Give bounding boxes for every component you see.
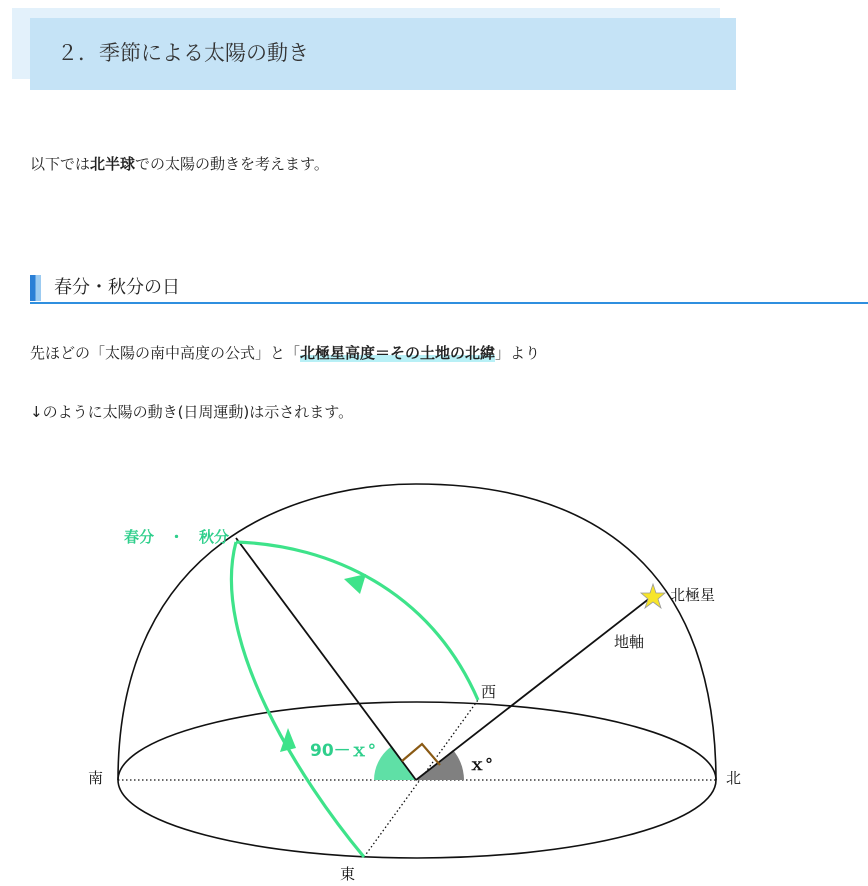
section-heading-text: 春分・秋分の日 — [54, 277, 180, 298]
intro-text-before: 以下では — [30, 155, 91, 173]
label-south: 南 — [88, 769, 104, 787]
label-equinox: 春分 ・ 秋分 — [124, 528, 230, 546]
sun-path-setting — [236, 542, 478, 700]
label-polaris: 北極星 — [670, 586, 716, 604]
sun-path-rising — [231, 542, 364, 857]
formula-text-after: 」より — [495, 344, 541, 362]
intro-text-after: での太陽の動きを考えます。 — [135, 155, 329, 173]
intro-bold-term: 北半球 — [90, 155, 136, 173]
formula-highlight: 北極星高度＝その土地の北緯 — [300, 344, 496, 362]
page-title: ２．季節による太陽の動き — [57, 41, 309, 65]
path-arrow-upper — [344, 574, 366, 594]
label-latitude-angle: ｘ° — [469, 755, 494, 774]
polaris-star-icon — [641, 584, 665, 608]
formula-text-before: 先ほどの「太陽の南中高度の公式」と「 — [30, 344, 301, 362]
section-heading-marker — [30, 275, 41, 301]
formula-paragraph — [30, 343, 540, 363]
label-north: 北 — [726, 769, 742, 787]
earth-axis-line — [416, 598, 650, 780]
section-heading — [30, 274, 868, 304]
explanation-paragraph: ↓のように太陽の動き(日周運動)は示されます。 — [30, 403, 354, 421]
right-angle-marker — [402, 744, 440, 765]
label-earth-axis: 地軸 — [614, 633, 645, 651]
label-west: 西 — [481, 683, 497, 701]
label-east: 東 — [340, 865, 356, 883]
label-altitude-angle: 90－ｘ° — [310, 741, 377, 761]
intro-paragraph — [30, 154, 329, 174]
sun-path-diagram — [0, 440, 868, 886]
